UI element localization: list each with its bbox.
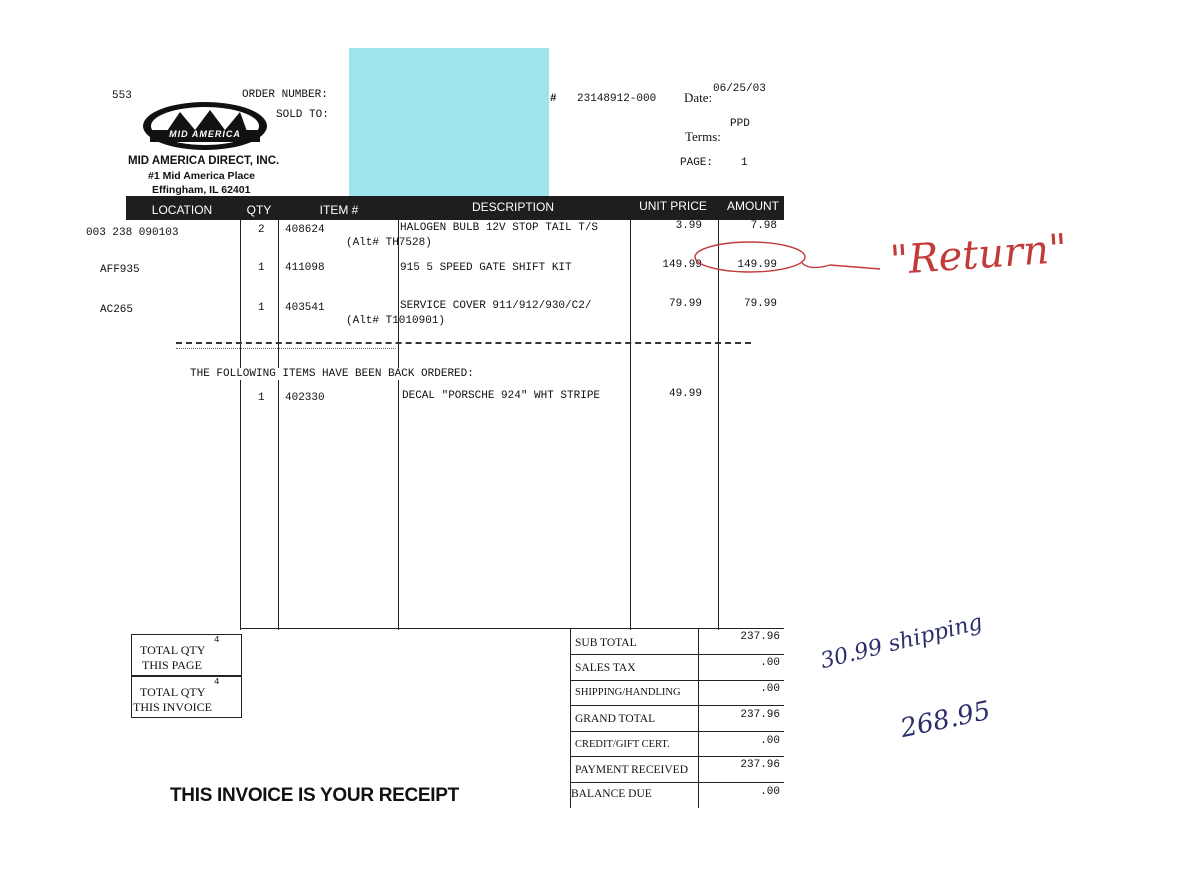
divider bbox=[398, 220, 399, 630]
terms-value: PPD bbox=[730, 118, 750, 130]
column-header-bar bbox=[126, 196, 784, 220]
row1-amount: 7.98 bbox=[750, 220, 777, 232]
total-note: 268.95 bbox=[897, 695, 994, 745]
col-location: LOCATION bbox=[151, 203, 213, 217]
total-qty-page-label1: TOTAL QTY bbox=[140, 643, 206, 657]
row3-amount: 79.99 bbox=[743, 298, 777, 310]
subtotal-value: 237.96 bbox=[740, 631, 780, 643]
row3-alt: (Alt# T1010901) bbox=[346, 315, 446, 327]
row2-unit-price: 149.99 bbox=[662, 259, 702, 271]
row1-qty: 2 bbox=[258, 224, 265, 236]
backorder-description: DECAL "PORSCHE 924" WHT STRIPE bbox=[402, 390, 601, 402]
payment-received-label: PAYMENT RECEIVED bbox=[575, 764, 688, 776]
total-qty-page-label2: THIS PAGE bbox=[142, 658, 202, 672]
sales-tax-label: SALES TAX bbox=[575, 662, 636, 674]
backorder-item: 402330 bbox=[285, 392, 325, 404]
total-qty-invoice-box bbox=[131, 676, 242, 718]
row2-description: 915 5 SPEED GATE SHIFT KIT bbox=[400, 262, 572, 274]
page-value: 1 bbox=[741, 157, 748, 169]
doc-number: 553 bbox=[112, 90, 132, 102]
backorder-qty: 1 bbox=[258, 392, 265, 404]
balance-due-value: .00 bbox=[760, 786, 780, 798]
row2-location: AFF935 bbox=[100, 264, 140, 276]
sales-tax-value: .00 bbox=[760, 657, 780, 669]
backorder-notice: THE FOLLOWING ITEMS HAVE BEEN BACK ORDERED: bbox=[190, 368, 474, 380]
terms-label: Terms: bbox=[685, 129, 721, 144]
page-label: PAGE: bbox=[680, 157, 714, 169]
company-logo bbox=[140, 100, 270, 152]
divider bbox=[240, 220, 241, 630]
row3-description: SERVICE COVER 911/912/930/C2/ bbox=[400, 300, 592, 312]
total-qty-invoice-value: 4 bbox=[214, 677, 220, 687]
credit-gift-value: .00 bbox=[760, 735, 780, 747]
payment-received-value: 237.96 bbox=[740, 759, 780, 771]
row3-location: AC265 bbox=[100, 304, 134, 316]
row3-unit-price: 79.99 bbox=[668, 298, 702, 310]
total-qty-page-value: 4 bbox=[214, 635, 220, 645]
shipping-label: SHIPPING/HANDLING bbox=[575, 687, 681, 698]
col-qty: QTY bbox=[246, 203, 272, 217]
company-address-line2: Effingham, IL 62401 bbox=[152, 184, 251, 196]
company-address-line1: #1 Mid America Place bbox=[148, 170, 255, 182]
shipping-note: 30.99 shipping bbox=[818, 609, 986, 675]
shipping-value: .00 bbox=[760, 683, 780, 695]
separator-line bbox=[176, 348, 396, 349]
row3-item: 403541 bbox=[285, 302, 325, 314]
receipt-notice: THIS INVOICE IS YOUR RECEIPT bbox=[170, 785, 459, 806]
total-qty-invoice-label1: TOTAL QTY bbox=[140, 685, 206, 699]
row1-location: 003 238 090103 bbox=[86, 227, 179, 239]
row2-item: 411098 bbox=[285, 262, 325, 274]
backorder-unit-price: 49.99 bbox=[668, 388, 702, 400]
col-item: ITEM # bbox=[319, 203, 359, 217]
total-qty-page-box bbox=[131, 634, 242, 676]
col-unit-price: UNIT PRICE bbox=[639, 199, 707, 213]
order-number-hash: # bbox=[550, 93, 557, 105]
row3-qty: 1 bbox=[258, 302, 265, 314]
sticky-note bbox=[349, 48, 549, 200]
row1-alt: (Alt# TH7528) bbox=[346, 237, 432, 249]
grand-total-label: GRAND TOTAL bbox=[575, 713, 656, 725]
credit-gift-label: CREDIT/GIFT CERT. bbox=[575, 739, 670, 750]
divider bbox=[278, 220, 279, 630]
order-number-label: ORDER NUMBER: bbox=[242, 89, 328, 101]
balance-due-label: BALANCE DUE bbox=[571, 788, 652, 800]
separator-line bbox=[176, 342, 751, 344]
return-circle-mark bbox=[690, 225, 890, 285]
logo-text: MID AMERICA bbox=[169, 129, 241, 139]
totals-box bbox=[570, 628, 784, 808]
return-note: "Return" bbox=[888, 225, 1069, 285]
row2-qty: 1 bbox=[258, 262, 265, 274]
col-description: DESCRIPTION bbox=[471, 200, 554, 214]
row2-amount: 149.99 bbox=[737, 259, 777, 271]
row1-description: HALOGEN BULB 12V STOP TAIL T/S bbox=[400, 222, 599, 234]
order-number-value: 23148912-000 bbox=[577, 93, 657, 105]
row1-item: 408624 bbox=[285, 224, 325, 236]
subtotal-label: SUB TOTAL bbox=[575, 637, 637, 649]
total-qty-invoice-label2: THIS INVOICE bbox=[133, 700, 212, 714]
company-name: MID AMERICA DIRECT, INC. bbox=[128, 155, 280, 167]
sold-to-label: SOLD TO: bbox=[276, 109, 329, 121]
col-amount: AMOUNT bbox=[727, 199, 779, 213]
row1-unit-price: 3.99 bbox=[675, 220, 702, 232]
divider bbox=[630, 220, 631, 630]
date-label: Date: bbox=[684, 90, 713, 105]
grand-total-value: 237.96 bbox=[740, 709, 780, 721]
date-value: 06/25/03 bbox=[713, 83, 766, 95]
